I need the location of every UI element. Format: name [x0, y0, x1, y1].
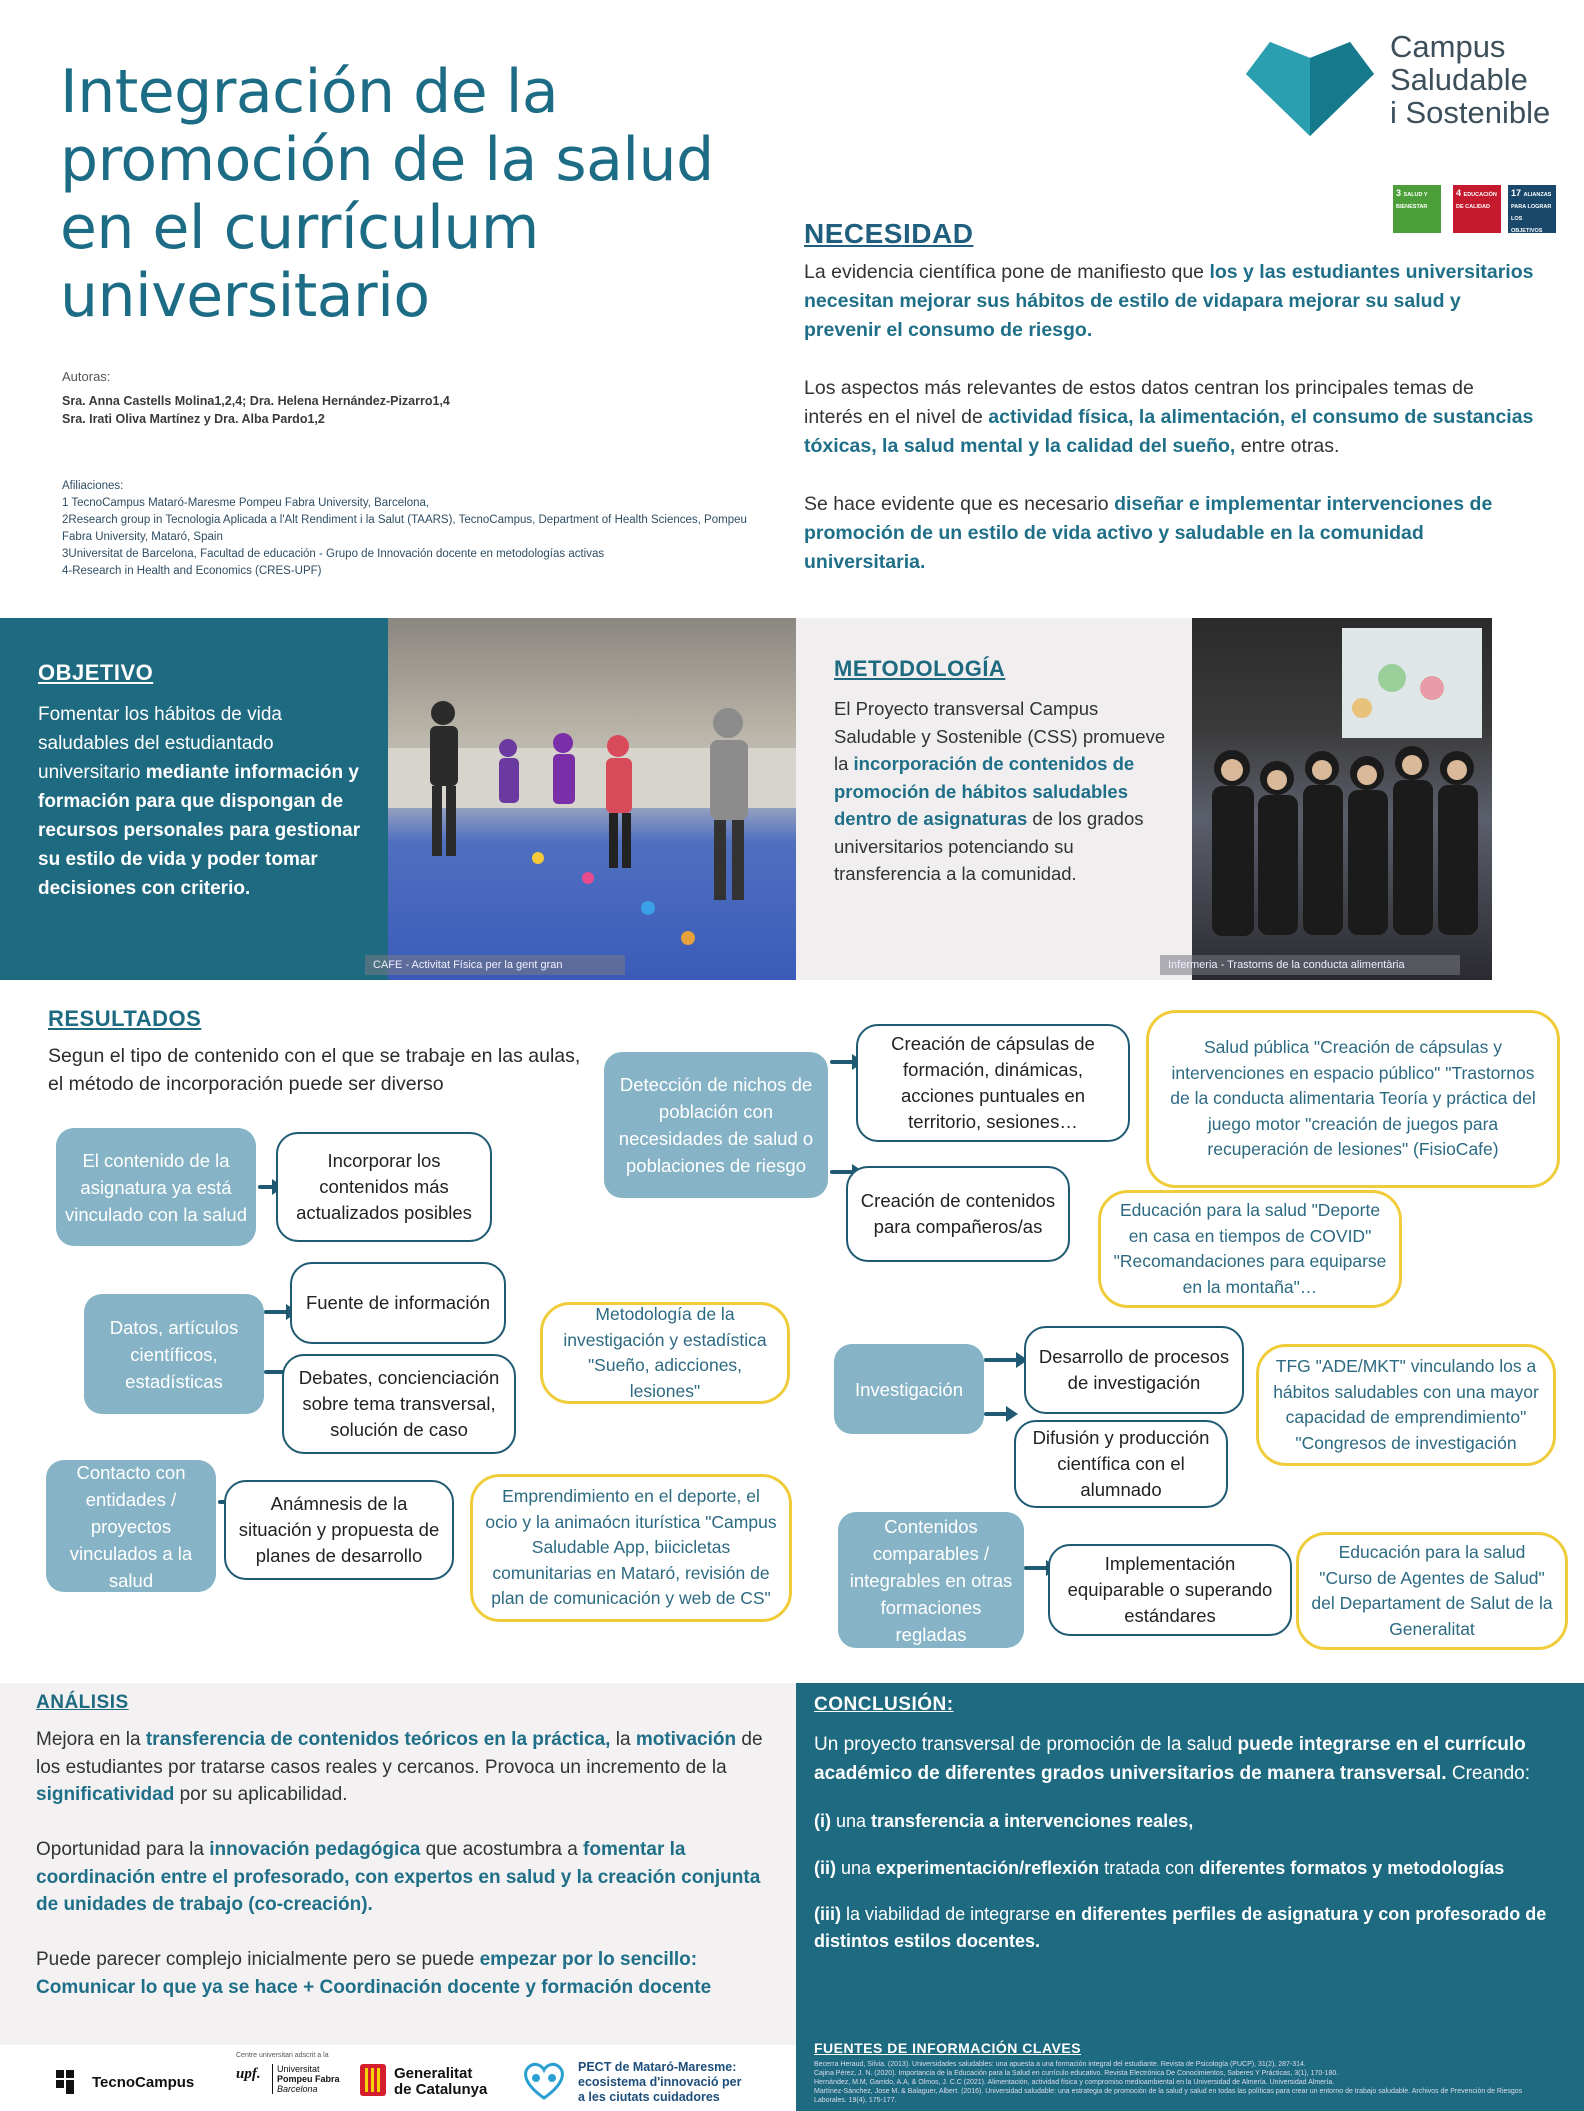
affiliations-block: [62, 478, 762, 580]
authors-block: [62, 368, 782, 428]
blob-datos-articulos: Datos, artículos científicos, estadísticas: [84, 1294, 264, 1414]
text-span: una: [836, 1858, 877, 1878]
brand-line-1: Campus: [1390, 29, 1506, 64]
example-salud-publica: Salud pública "Creación de cápsulas y intervenciones en espacio público" "Trastornos de la conducta alimentaria Teoría y práctica del juego motor "creación de juegos para recuperación de lesiones" (FisioCafe): [1146, 1010, 1560, 1188]
highlight-span: fomentar la coordinación entre el profesorado, con expertos en salud y la creación conjunta de unidades de trabajo (co-creación).: [36, 1839, 761, 1915]
necesidad-heading: NECESIDAD: [804, 218, 974, 249]
highlight-span: diferentes formatos y metodologías: [1199, 1858, 1505, 1878]
objetivo-heading: OBJETIVO: [38, 660, 154, 685]
analisis-heading: ANÁLISIS: [36, 1692, 129, 1713]
bubble-incorporar: Incorporar los contenidos más actualizados posibles: [276, 1132, 492, 1242]
sdg-4-icon: [1453, 185, 1501, 233]
highlight-span: transferencia de contenidos teóricos en la práctica,: [145, 1729, 611, 1750]
text-span: la viabilidad de integrarse: [841, 1904, 1056, 1924]
generalitat-line: de Catalunya: [394, 2081, 488, 2098]
resultados-heading: RESULTADOS: [48, 1006, 202, 1031]
reference-item: Martínez-Sánchez, Jose M. & Balaguer, Albert. (2016). Universidad saludable: una estrategia de promoción de la salud y salud en todas las políticas para crear un entorno de trabajo saludable. Archivos de Prevención de Riesgos Laborales. 19(4), 175-177.: [814, 2088, 1523, 2104]
affiliations-label: Afiliaciones:: [62, 480, 124, 492]
people-exercising-icon: [388, 618, 796, 980]
tecnocampus-logo-icon: [56, 2070, 84, 2094]
text-span: Oportunidad para la: [36, 1839, 210, 1860]
sdg-label: EDUCACIÓN DE CALIDAD: [1456, 192, 1497, 210]
photo-activity-elderly: [388, 618, 796, 980]
photo2-caption: Infermeria - Trastorns de la conducta alimentària: [1160, 955, 1460, 975]
text-span: Puede parecer complejo inicialmente pero se puede: [36, 1949, 480, 1970]
bubble-contenidos-companeros: Creación de contenidos para compañeros/as: [846, 1166, 1070, 1262]
affiliation-item: 2Research group in Tecnologia Aplicada a l'Alt Rendiment i la Salut (TAARS), TecnoCampus, Department of Health Sciences, Pompeu Fabra University, Mataró, Spain: [62, 514, 747, 543]
highlight-span: experimentación/reflexión: [876, 1858, 1100, 1878]
highlight-span: incorporación de contenidos de promoción de hábitos saludables dentro de asignaturas: [834, 753, 1135, 829]
list-marker: (ii): [814, 1858, 836, 1878]
text-span: Se hace evidente que es necesario: [804, 493, 1115, 515]
text-span: de los estudiantes por tratarse casos reales y cercanos. Provoca un incremento de la: [36, 1729, 763, 1778]
example-emprendimiento: Emprendimiento en el deporte, el ocio y la animaócn iturística "Campus Saludable App, biicicletas comunitarias en Mataró, revisión de plan de comunicación y web de CS": [470, 1474, 792, 1622]
text-span: Un proyecto transversal de promoción de la salud: [814, 1734, 1238, 1755]
blob-contenido-vinculado: El contenido de la asignatura ya está vinculado con la salud: [56, 1128, 256, 1246]
page-title: Integración de la promoción de la salud en el currículum universitario: [60, 57, 714, 331]
text-span: que acostumbra a: [420, 1839, 584, 1860]
list-marker: (iii): [814, 1904, 841, 1924]
pect-name: [578, 2060, 741, 2105]
bubble-implementacion: Implementación equiparable o superando estándares: [1048, 1544, 1292, 1636]
sdg-num: 17: [1511, 188, 1522, 198]
bubble-anamnesis: Anámnesis de la situación y propuesta de planes de desarrollo: [224, 1480, 454, 1580]
upf-note: Centre universitari adscrit a la: [236, 2052, 329, 2059]
brand-name: [1390, 30, 1550, 129]
upf-line: Pompeu Fabra: [277, 2074, 340, 2084]
fuentes-heading: FUENTES DE INFORMACIÓN CLAVES: [814, 2040, 1082, 2056]
campus-heart-logo-icon: [1240, 28, 1380, 138]
brand-line-3: i Sostenible: [1390, 95, 1551, 130]
highlight-span: en diferentes perfiles de asignatura y con profesorado de distintos estilos docentes.: [814, 1904, 1547, 1951]
bubble-capsulas-formacion: Creación de cápsulas de formación, dinámicas, acciones puntuales en territorio, sesiones…: [856, 1024, 1130, 1142]
list-marker: (i): [814, 1811, 831, 1831]
metodologia-text: [834, 695, 1174, 888]
metodologia-heading: METODOLOGÍA: [834, 656, 1006, 681]
highlight-span: puede integrarse en el currículo académico de diferentes grados universitarios de manera transversal.: [814, 1734, 1526, 1784]
photo1-caption: CAFE - Activitat Física per la gent gran: [365, 955, 625, 975]
text-span: una: [831, 1811, 872, 1831]
bubble-difusion-produccion: Difusión y producción científica con el alumnado: [1014, 1420, 1228, 1508]
text-span: Los aspectos más relevantes de estos datos centran los principales temas de interés en el nivel de: [804, 377, 1474, 428]
conclusion-text: [814, 1730, 1554, 1974]
highlight-span: significatividad: [36, 1784, 175, 1805]
highlight-span: transferencia a intervenciones reales,: [871, 1811, 1194, 1831]
text-span: El Proyecto transversal Campus Saludable y Sostenible (CSS) promueve la: [834, 698, 1166, 774]
highlight-span: actividad física, la alimentación, el consumo de sustancias tóxicas, la salud mental y la calidad del sueño,: [804, 406, 1534, 457]
affiliation-item: 1 TecnoCampus Mataró-Maresme Pompeu Fabra University, Barcelona,: [62, 497, 430, 509]
bubble-fuente-informacion: Fuente de información: [290, 1262, 506, 1344]
highlight-span: empezar por lo sencillo: Comunicar lo que ya se hace + Coordinación docente y formación docente: [36, 1949, 712, 1998]
authors-line-1: Sra. Anna Castells Molina1,2,4; Dra. Helena Hernández-Pizarro1,4: [62, 394, 450, 408]
reference-item: Becerra Heraud, Silvia. (2013). Universidades saludables: una apuesta a una formación integral del estudiante. Revista de Psicología (PUCP), 31(2), 287-314.: [814, 2061, 1306, 2068]
arrow-icon: [984, 1412, 1014, 1416]
reference-item: Cajina Pérez, J. N. (2020). Importancia de la Educación para la Salud en currículo educativo. Revista Electrónica De Conocimientos, Saberes Y Prácticas, 3(1), 170-180.: [814, 2070, 1339, 2077]
tecnocampus-name: TecnoCampus: [92, 2074, 195, 2091]
conclusion-heading: CONCLUSIÓN:: [814, 1694, 954, 1715]
blob-contacto-entidades: Contacto con entidades / proyectos vinculados a la salud: [46, 1460, 216, 1592]
example-curso-agentes: Educación para la salud "Curso de Agentes de Salud" del Departament de Salut de la Generalitat: [1296, 1532, 1568, 1650]
upf-logo-icon: upf.: [236, 2066, 261, 2082]
sdg-num: 3: [1396, 188, 1402, 198]
analisis-text: [36, 1726, 766, 2029]
generalitat-logo-icon: [360, 2064, 386, 2096]
upf-line: Universitat: [277, 2064, 320, 2074]
upf-name: [272, 2064, 340, 2094]
upf-line: Barcelona: [277, 2084, 318, 2094]
highlight-span: innovación pedagógica: [209, 1839, 421, 1860]
example-metodologia-investigacion: Metodología de la investigación y estadística "Sueño, adicciones, lesiones": [540, 1302, 790, 1404]
affiliation-item: 3Universitat de Barcelona, Facultad de educación - Grupo de Innovación docente en metodologías activas: [62, 548, 605, 560]
sdg-label: SALUD Y BIENESTAR: [1396, 192, 1428, 210]
blob-deteccion-nichos: Detección de nichos de población con necesidades de salud o poblaciones de riesgo: [604, 1052, 828, 1198]
affiliation-item: 4-Research in Health and Economics (CRES-UPF): [62, 565, 322, 577]
pect-line: PECT de Mataró-Maresme:: [578, 2060, 737, 2074]
text-span: tratada con: [1099, 1858, 1200, 1878]
text-span: de los grados universitarios potenciando su transferencia a la comunidad.: [834, 808, 1144, 884]
pect-line: a les ciutats cuidadores: [578, 2090, 720, 2104]
photo-nursing-class: [1192, 618, 1492, 980]
arrow-icon: [984, 1358, 1024, 1362]
group-students-icon: [1192, 618, 1492, 980]
fuentes-refs: [814, 2060, 1534, 2105]
text-span: Mejora en la: [36, 1729, 146, 1750]
sdg-label: ALIANZAS PARA LOGRAR LOS OBJETIVOS: [1511, 192, 1552, 234]
reference-item: Hernández, M.M, Garrido, A.A, & Olmos, J. C.C (2021). Alimentación, actividad física y compromiso medioambiental en la Universidad de Almería. Universidad Almería.: [814, 2079, 1335, 2086]
text-span: Fomentar los hábitos de vida saludables del estudiantado universitario: [38, 704, 282, 783]
authors-label: Autoras:: [62, 369, 111, 384]
text-span: La evidencia científica pone de manifiesto que: [804, 261, 1210, 283]
generalitat-line: Generalitat: [394, 2065, 473, 2082]
highlight-span: mediante información y formación para que dispongan de recursos personales para gestionar su estilo de vida y poder tomar decisiones con criterio.: [38, 762, 361, 899]
highlight-span: los y las estudiantes universitarios necesitan mejorar sus hábitos de estilo de vidapara mejorar su salud y prevenir el consumo de riesgo.: [804, 261, 1534, 341]
pect-logo-icon: [520, 2060, 568, 2100]
pect-line: ecosistema d'innovació per: [578, 2075, 742, 2089]
bubble-debates: Debates, concienciación sobre tema transversal, solución de caso: [282, 1354, 516, 1454]
text-span: entre otras.: [1235, 435, 1340, 457]
example-educacion-salud-deporte: Educación para la salud "Deporte en casa en tiempos de COVID" "Recomandaciones para equiparse en la montaña"…: [1098, 1190, 1402, 1308]
blob-investigacion: Investigación: [834, 1344, 984, 1434]
highlight-span: diseñar e implementar intervenciones de promoción de un estilo de vida activo y saludable en la comunidad universitaria.: [804, 493, 1493, 573]
sdg-num: 4: [1456, 188, 1462, 198]
highlight-span: motivación: [635, 1729, 737, 1750]
sdg-17-icon: [1508, 185, 1556, 233]
text-span: por su aplicabilidad.: [174, 1784, 348, 1805]
sdg-3-icon: [1393, 185, 1441, 233]
resultados-intro: Segun el tipo de contenido con el que se trabaje en las aulas, el método de incorporación puede ser diverso: [48, 1045, 581, 1095]
authors-line-2: Sra. Irati Oliva Martínez y Dra. Alba Pardo1,2: [62, 412, 325, 426]
objetivo-text: [38, 700, 368, 903]
text-span: Creando:: [1446, 1763, 1531, 1784]
generalitat-name: [394, 2066, 487, 2098]
blob-contenidos-comparables: Contenidos comparables / integrables en otras formaciones regladas: [838, 1512, 1024, 1648]
text-span: la: [610, 1729, 636, 1750]
example-tfg: TFG "ADE/MKT" vinculando los a hábitos saludables con una mayor capacidad de emprendimiento" "Congresos de investigación: [1256, 1344, 1556, 1466]
necesidad-text: [804, 258, 1534, 606]
brand-line-2: Saludable: [1390, 62, 1528, 97]
bubble-procesos-investigacion: Desarrollo de procesos de investigación: [1024, 1326, 1244, 1414]
